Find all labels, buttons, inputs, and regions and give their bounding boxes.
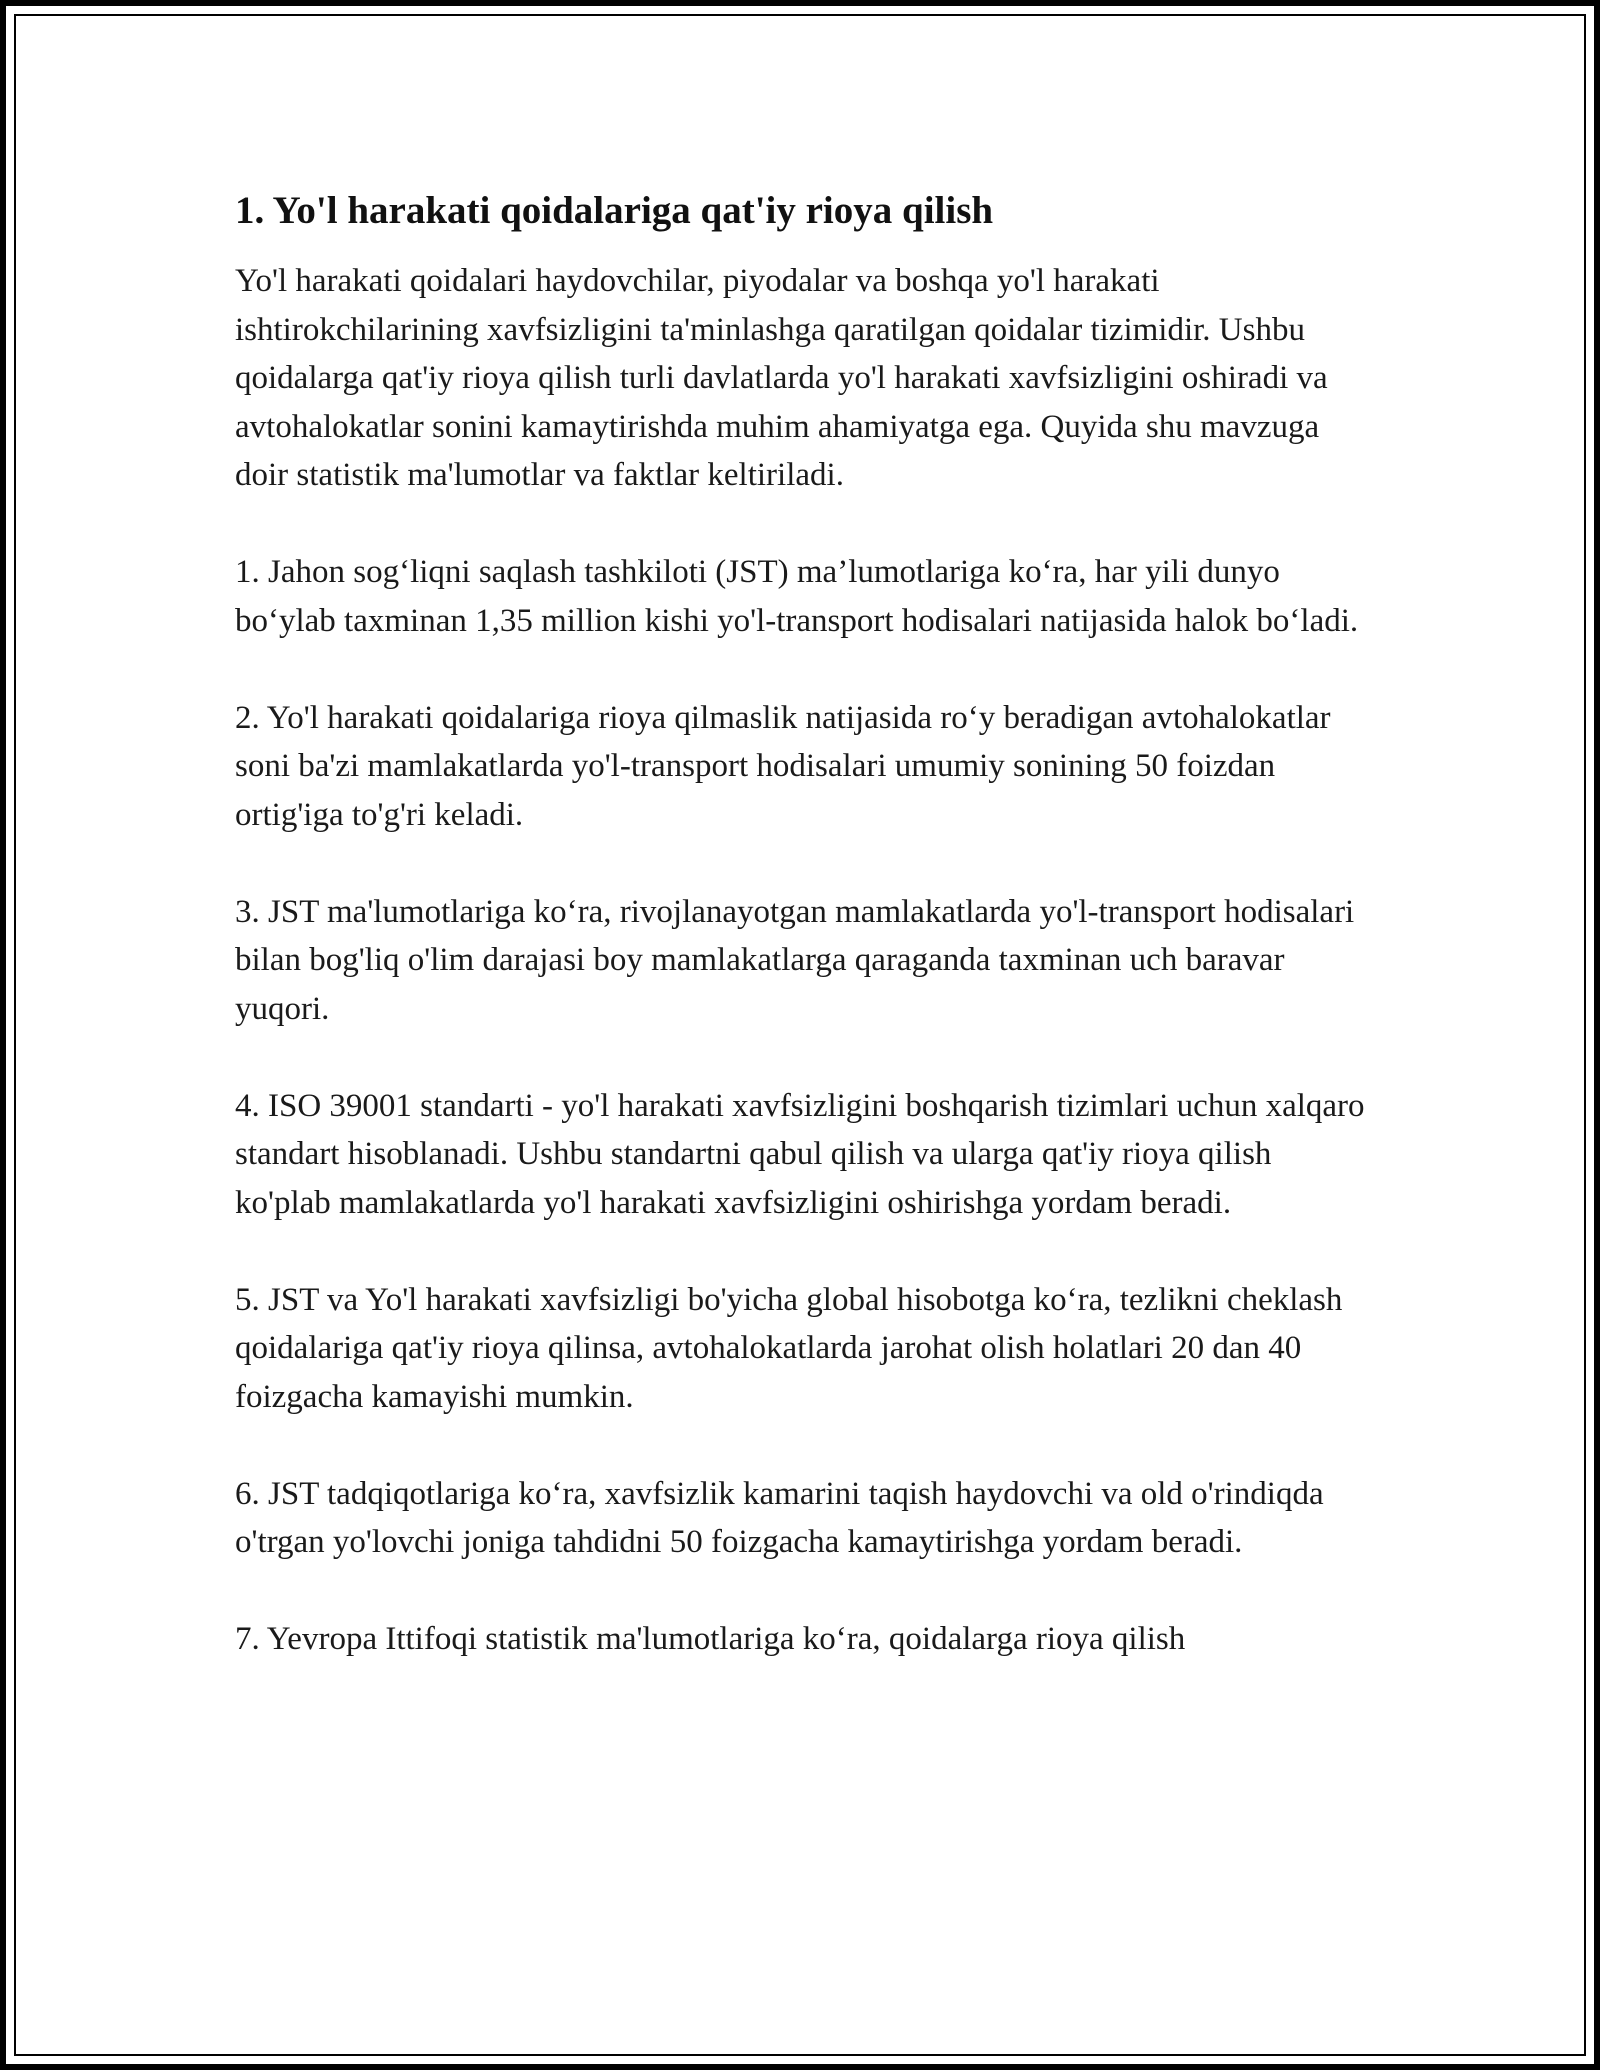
fact-item-5: 5. JST va Yo'l harakati xavfsizligi bo'yicha global hisobotga ko‘ra, tezlikni cheklash qoidalariga qat'iy rioya qilinsa, avtohalokatlarda jarohat olish holatlari 20 dan 40 foizgacha kamayishi mumkin. xyxy=(235,1281,1343,1415)
fact-item-1: 1. Jahon sog‘liqni saqlash tashkiloti (JST) ma’lumotlariga ko‘ra, har yili dunyo bo‘ylab taxminan 1,35 million kishi yo'l-transport hodisalari natijasida halok bo‘ladi. xyxy=(235,554,1359,639)
intro-paragraph: Yo'l harakati qoidalari haydovchilar, piyodalar va boshqa yo'l harakati ishtirokchilarining xavfsizligini ta'minlashga qaratilgan qoidalar tizimidir. Ushbu qoidalarga qat'iy rioya qilish turli davlatlarda yo'l harakati xavfsizligini oshiradi va avtohalokatlar sonini kamaytirishda muhim ahamiyatga ega. Quyida shu mavzuga doir statistik ma'lumotlar va faktlar keltiriladi. xyxy=(235,263,1328,493)
fact-item-6: 6. JST tadqiqotlariga ko‘ra, xavfsizlik kamarini taqish haydovchi va old o'rindiqda o'trgan yo'lovchi joniga tahdidni 50 foizgacha kamaytirishga yordam beradi. xyxy=(235,1475,1324,1560)
fact-item-4: 4. ISO 39001 standarti - yo'l harakati xavfsizligini boshqarish tizimlari uchun xalqaro standart hisoblanadi. Ushbu standartni qabul qilish va ularga qat'iy rioya qilish ko'plab mamlakatlarda yo'l harakati xavfsizligini oshirishga yordam beradi. xyxy=(235,1087,1365,1221)
fact-item-7: 7. Yevropa Ittifoqi statistik ma'lumotlariga ko‘ra, qoidalarga rioya qilish xyxy=(235,1621,1186,1657)
fact-item-2: 2. Yo'l harakati qoidalariga rioya qilmaslik natijasida ro‘y beradigan avtohalokatlar soni ba'zi mamlakatlarda yo'l-transport hodisalari umumiy sonining 50 foizdan ortig'iga to'g'ri keladi. xyxy=(235,699,1331,833)
document-title: 1. Yo'l harakati qoidalariga qat'iy rioya qilish xyxy=(235,189,994,232)
fact-item-3: 3. JST ma'lumotlariga ko‘ra, rivojlanayotgan mamlakatlarda yo'l-transport hodisalari bilan bog'liq o'lim darajasi boy mamlakatlarga qaraganda taxminan uch baravar yuqori. xyxy=(235,893,1355,1027)
document-body xyxy=(235,185,1375,1712)
